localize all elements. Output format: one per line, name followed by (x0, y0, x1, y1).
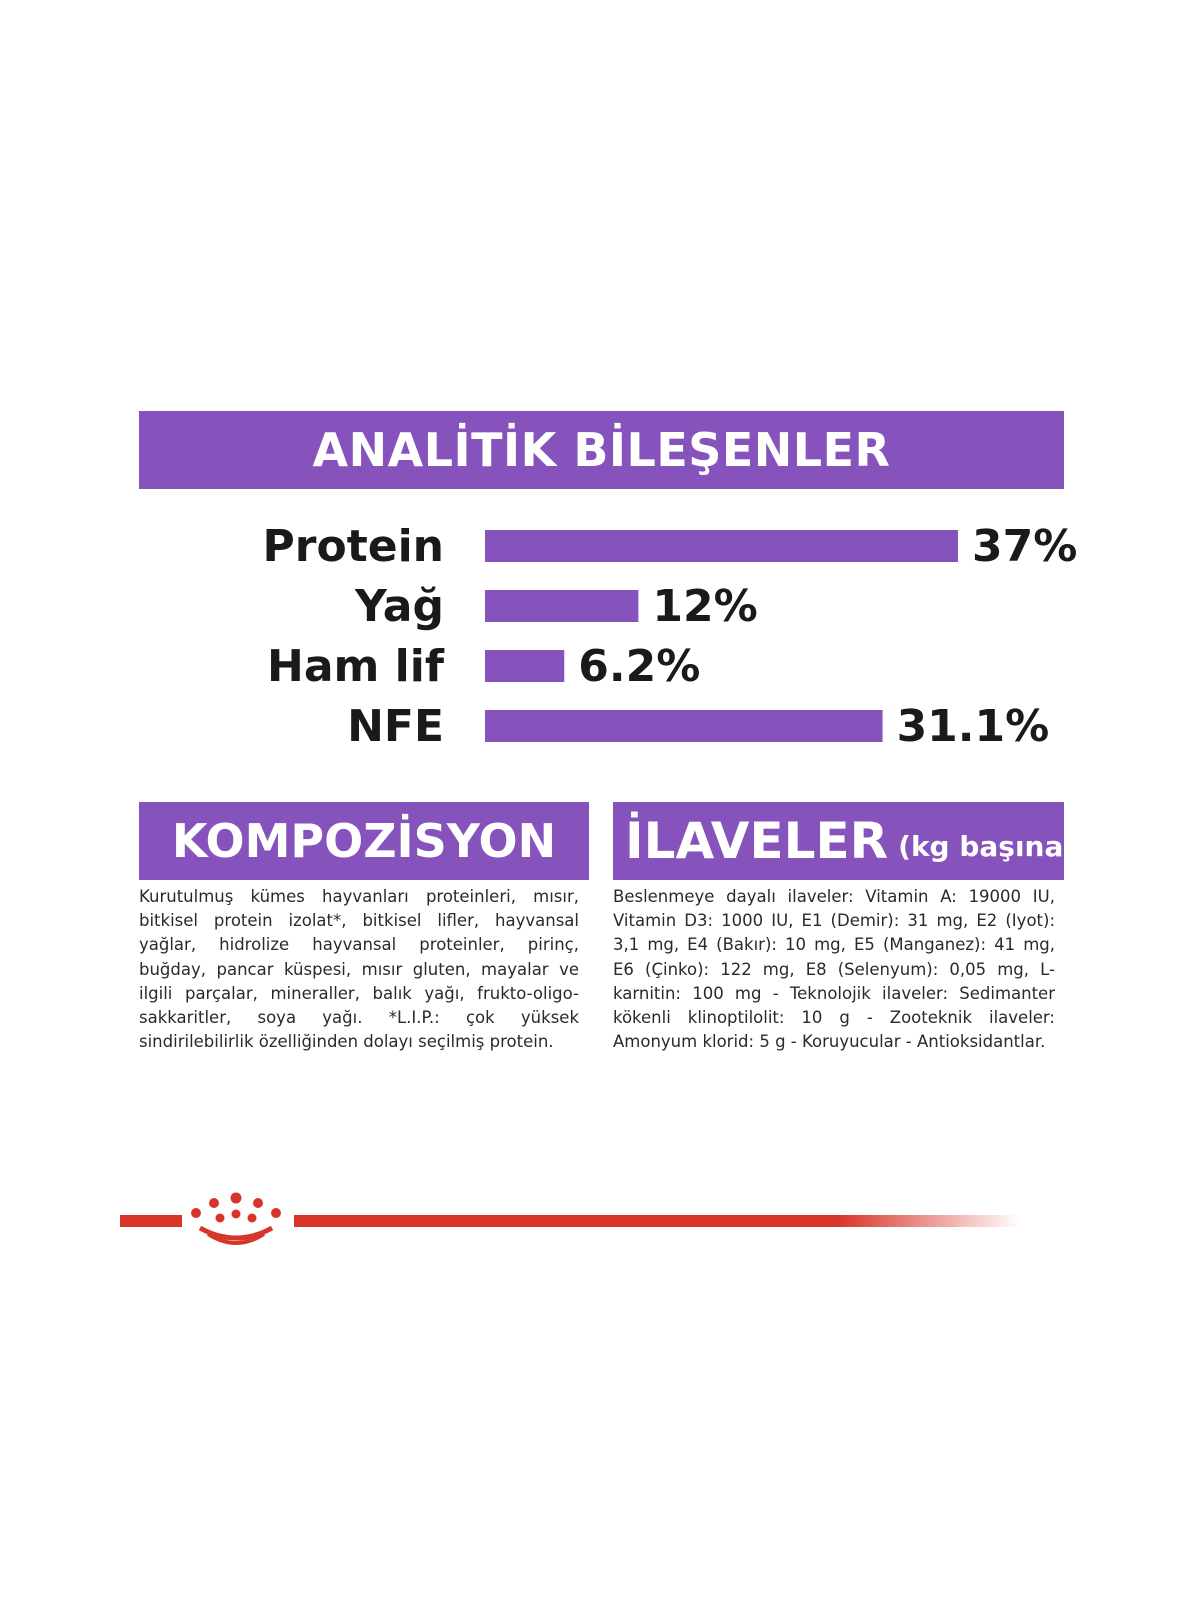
ilaveler-subtitle: (kg başına) (898, 829, 1077, 863)
value-label-ya-: 12% (652, 581, 758, 632)
bar-protein (485, 530, 958, 562)
category-label-protein: Protein (262, 521, 444, 572)
bar-ham-lif (485, 650, 564, 682)
bar-ya- (485, 590, 638, 622)
footer-red-line-left (120, 1215, 182, 1227)
bar-nfe (485, 710, 883, 742)
category-label-nfe: NFE (347, 701, 444, 752)
nutrient-bar-chart (0, 0, 1200, 780)
kompozisyon-banner (139, 802, 589, 880)
royal-canin-crown-icon (191, 1193, 281, 1244)
value-label-nfe: 31.1% (896, 701, 1050, 752)
value-label-ham-lif: 6.2% (578, 641, 701, 692)
ilaveler-title: İLAVELER (625, 812, 889, 870)
brand-footer-bar (0, 1190, 1200, 1250)
category-label-ya-: Yağ (354, 581, 444, 632)
kompozisyon-title: KOMPOZİSYON (171, 814, 557, 868)
category-label-ham-lif: Ham lif (267, 641, 444, 692)
ilaveler-text: Beslenmeye dayalı ilaveler: Vitamin A: 19000 IU, Vitamin D3: 1000 IU, E1 (Demir): 31 mg, E2 (Iyot): 3,1 mg, E4 (Bakır): 10 mg, E5 (Manganez): 41 mg, E6 (Çinko): 122 mg, E8 (Selenyum): 0,05 mg, L-karnitin: 100 mg - Teknolojik ilaveler: Sedimanter kökenli klinoptilolit: 10 g - Zooteknik ilaveler: Amonyum klorid: 5 g - Koruyucular - Antioksidantlar. (613, 887, 1055, 1052)
footer-red-line-right (294, 1215, 1020, 1227)
analitik-title: ANALİTİK BİLEŞENLER (312, 423, 891, 477)
ilaveler-banner (613, 802, 1077, 880)
kompozisyon-text: Kurutulmuş kümes hayvanları proteinleri, mısır, bitkisel protein izolat*, bitkisel lifler, hayvansal yağlar, hidrolize hayvansal proteinler, pirinç, buğday, pancar küspesi, mısır gluten, mayalar ve ilgili parçalar, mineraller, balık yağı, frukto-oligo-sakkaritler, soya yağı. *L.I.P.: çok yüksek sindirilebilirlik özelliğinden dolayı seçilmiş protein. (139, 887, 579, 1052)
value-label-protein: 37% (972, 521, 1078, 572)
